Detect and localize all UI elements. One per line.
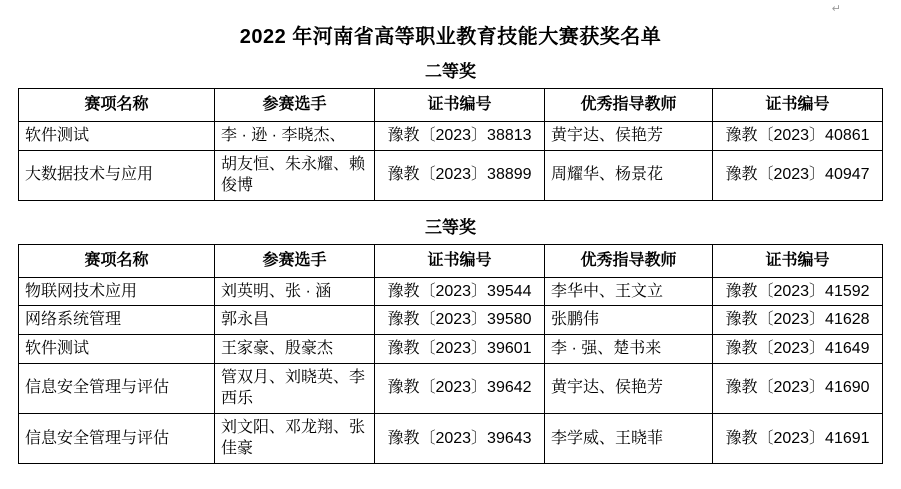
table-row	[19, 122, 883, 151]
cell-certificate-no: 豫教〔2023〕39544	[375, 277, 545, 306]
column-header-players: 参赛选手	[215, 244, 375, 277]
cell-certificate-no-2: 豫教〔2023〕40861	[713, 122, 883, 151]
cell-event-name: 软件测试	[19, 334, 215, 363]
cell-teachers: 李学威、王晓菲	[545, 413, 713, 463]
cell-teachers: 黄宇达、侯艳芳	[545, 122, 713, 151]
cell-certificate-no-2: 豫教〔2023〕41628	[713, 306, 883, 335]
section-heading-second-prize: 二等奖	[425, 62, 476, 81]
cell-certificate-no: 豫教〔2023〕39580	[375, 306, 545, 335]
column-header-certificate-no: 证书编号	[375, 244, 545, 277]
table-row	[19, 277, 883, 306]
cell-certificate-no-2: 豫教〔2023〕41649	[713, 334, 883, 363]
table-row	[19, 150, 883, 200]
column-header-event-name: 赛项名称	[19, 244, 215, 277]
column-header-teachers: 优秀指导教师	[545, 89, 713, 122]
cell-players: 胡友恒、朱永耀、赖俊博	[215, 150, 375, 200]
table-row	[19, 306, 883, 335]
cell-certificate-no-2: 豫教〔2023〕40947	[713, 150, 883, 200]
cell-players: 刘文阳、邓龙翔、张佳豪	[215, 413, 375, 463]
column-header-players: 参赛选手	[215, 89, 375, 122]
table-row	[19, 334, 883, 363]
column-header-certificate-no: 证书编号	[375, 89, 545, 122]
cell-teachers: 黄宇达、侯艳芳	[545, 363, 713, 413]
cell-certificate-no: 豫教〔2023〕38899	[375, 150, 545, 200]
column-header-certificate-no-2: 证书编号	[713, 89, 883, 122]
cell-certificate-no: 豫教〔2023〕39642	[375, 363, 545, 413]
cell-certificate-no-2: 豫教〔2023〕41691	[713, 413, 883, 463]
cell-teachers: 周耀华、杨景花	[545, 150, 713, 200]
cell-certificate-no: 豫教〔2023〕38813	[375, 122, 545, 151]
page-title: 2022 年河南省高等职业教育技能大赛获奖名单	[239, 26, 662, 48]
cell-teachers: 李 · 强、楚书来	[545, 334, 713, 363]
cell-players: 刘英明、张 · 涵	[215, 277, 375, 306]
cell-players: 李 · 逊 · 李晓杰、	[215, 122, 375, 151]
cell-event-name: 物联网技术应用	[19, 277, 215, 306]
cell-certificate-no: 豫教〔2023〕39643	[375, 413, 545, 463]
cell-event-name: 大数据技术与应用	[19, 150, 215, 200]
second-prize-table	[18, 88, 883, 201]
table-header-row	[19, 89, 883, 122]
cell-players: 王家豪、殷豪杰	[215, 334, 375, 363]
cell-players: 郭永昌	[215, 306, 375, 335]
column-header-teachers: 优秀指导教师	[545, 244, 713, 277]
cell-event-name: 网络系统管理	[19, 306, 215, 335]
table-header-row	[19, 244, 883, 277]
cell-certificate-no-2: 豫教〔2023〕41690	[713, 363, 883, 413]
cell-certificate-no: 豫教〔2023〕39601	[375, 334, 545, 363]
cell-certificate-no-2: 豫教〔2023〕41592	[713, 277, 883, 306]
cell-teachers: 张鹏伟	[545, 306, 713, 335]
paragraph-mark-icon: ↵	[831, 3, 841, 15]
cell-event-name: 信息安全管理与评估	[19, 363, 215, 413]
cell-teachers: 李华中、王文立	[545, 277, 713, 306]
table-row	[19, 363, 883, 413]
table-row	[19, 413, 883, 463]
third-prize-table	[18, 244, 883, 464]
cell-players: 管双月、刘晓英、李西乐	[215, 363, 375, 413]
cell-event-name: 信息安全管理与评估	[19, 413, 215, 463]
section-heading-third-prize: 三等奖	[425, 217, 476, 237]
cell-event-name: 软件测试	[19, 122, 215, 151]
column-header-certificate-no-2: 证书编号	[713, 244, 883, 277]
column-header-event-name: 赛项名称	[19, 89, 215, 122]
